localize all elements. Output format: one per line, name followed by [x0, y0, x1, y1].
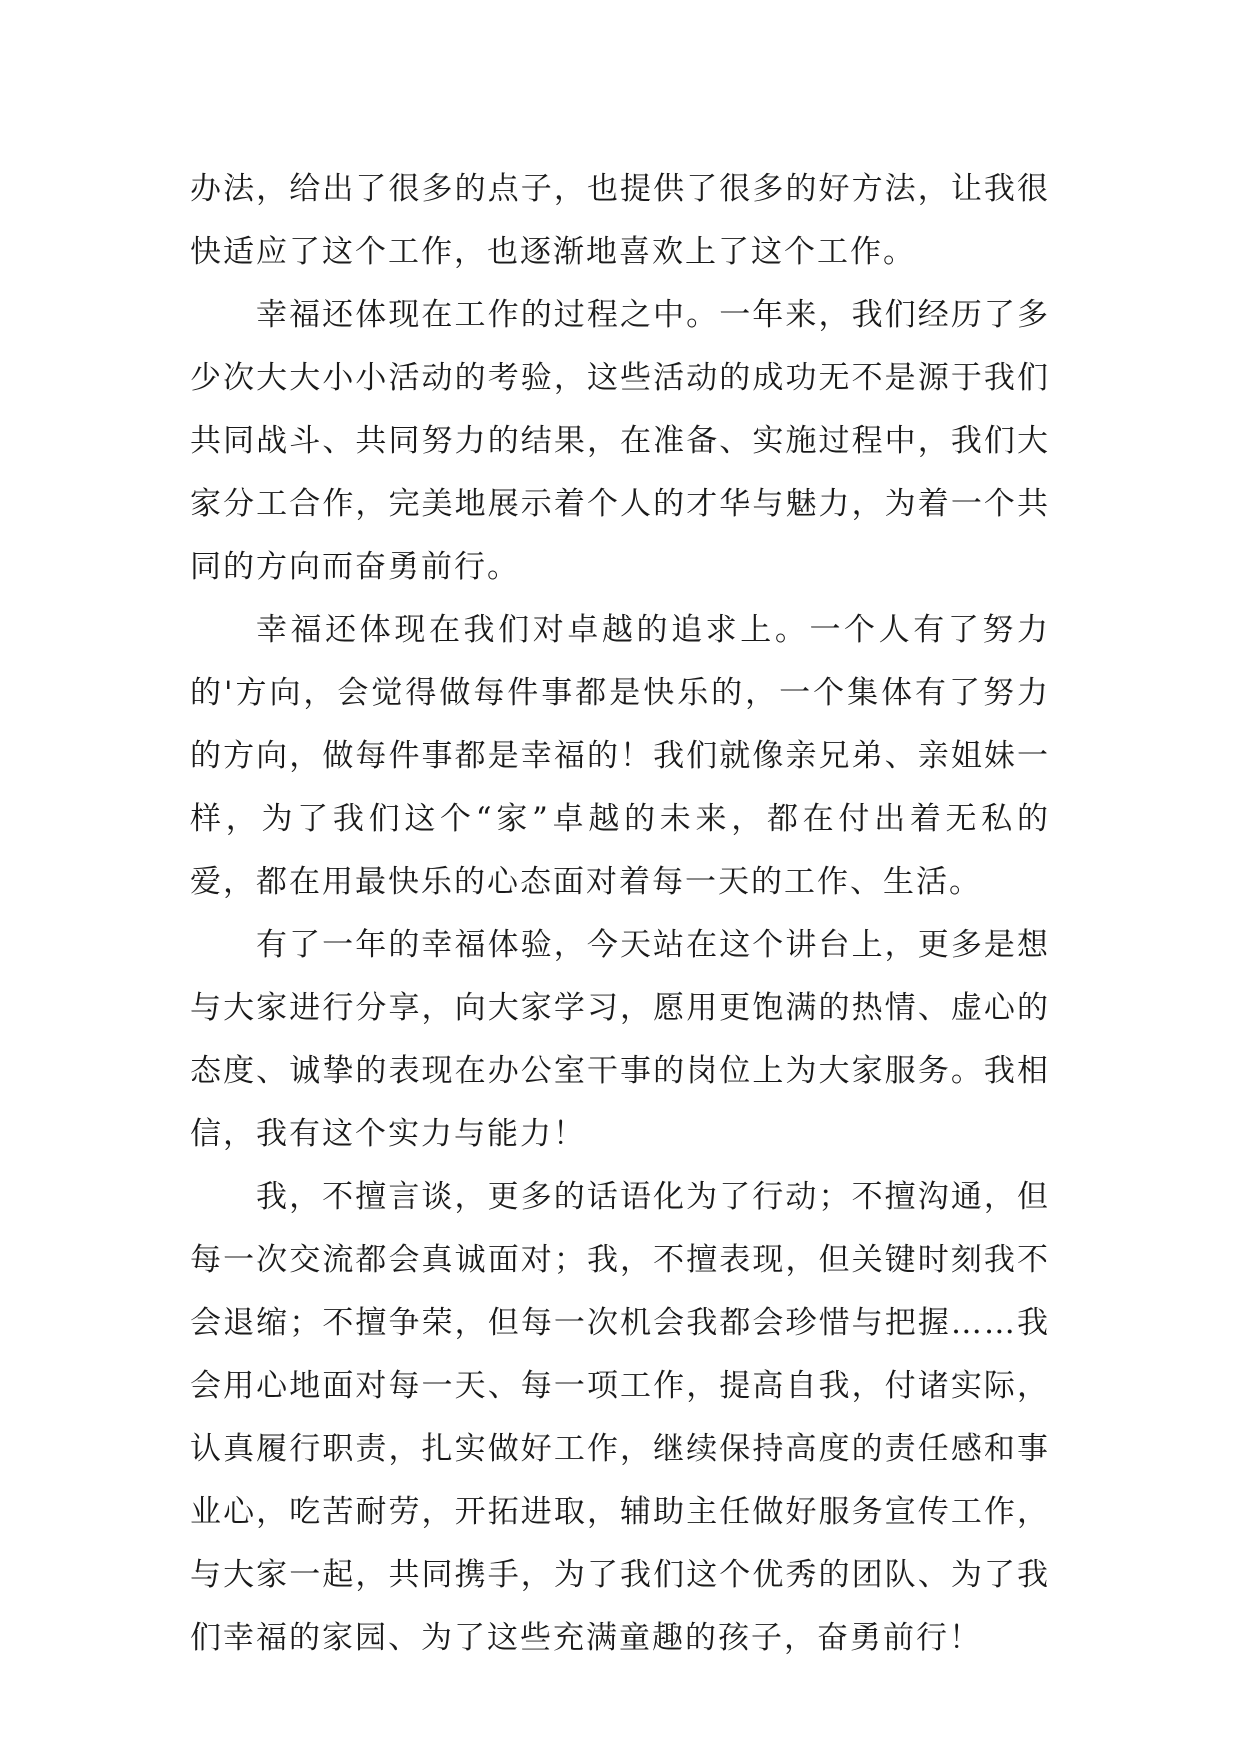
paragraph: 有了一年的幸福体验，今天站在这个讲台上，更多是想与大家进行分享，向大家学习，愿用更饱满的热情、虚心的态度、诚挚的表现在办公室干事的岗位上为大家服务。我相信，我有这个实力与能力！	[190, 927, 1050, 1152]
paragraph: 幸福还体现在工作的过程之中。一年来，我们经历了多少次大大小小活动的考验，这些活动的成功无不是源于我们共同战斗、共同努力的结果，在准备、实施过程中，我们大家分工合作，完美地展示着个人的才华与魅力，为着一个共同的方向而奋勇前行。	[190, 297, 1050, 585]
paragraph: 我，不擅言谈，更多的话语化为了行动；不擅沟通，但每一次交流都会真诚面对；我，不擅表现，但关键时刻我不会退缩；不擅争荣，但每一次机会我都会珍惜与把握……我会用心地面对每一天、每一项工作，提高自我，付诸实际，认真履行职责，扎实做好工作，继续保持高度的责任感和事业心，吃苦耐劳，开拓进取，辅助主任做好服务宣传工作，与大家一起，共同携手，为了我们这个优秀的团队、为了我们幸福的家园、为了这些充满童趣的孩子，奋勇前行！	[190, 1179, 1050, 1656]
paragraph-continuation: 办法，给出了很多的点子，也提供了很多的好方法，让我很快适应了这个工作，也逐渐地喜欢上了这个工作。	[190, 171, 1050, 270]
document-body	[190, 158, 1050, 1670]
paragraph: 幸福还体现在我们对卓越的追求上。一个人有了努力的'方向，会觉得做每件事都是快乐的，一个集体有了努力的方向，做每件事都是幸福的！我们就像亲兄弟、亲姐妹一样，为了我们这个“家”卓越的未来，都在付出着无私的爱，都在用最快乐的心态面对着每一天的工作、生活。	[190, 612, 1050, 900]
